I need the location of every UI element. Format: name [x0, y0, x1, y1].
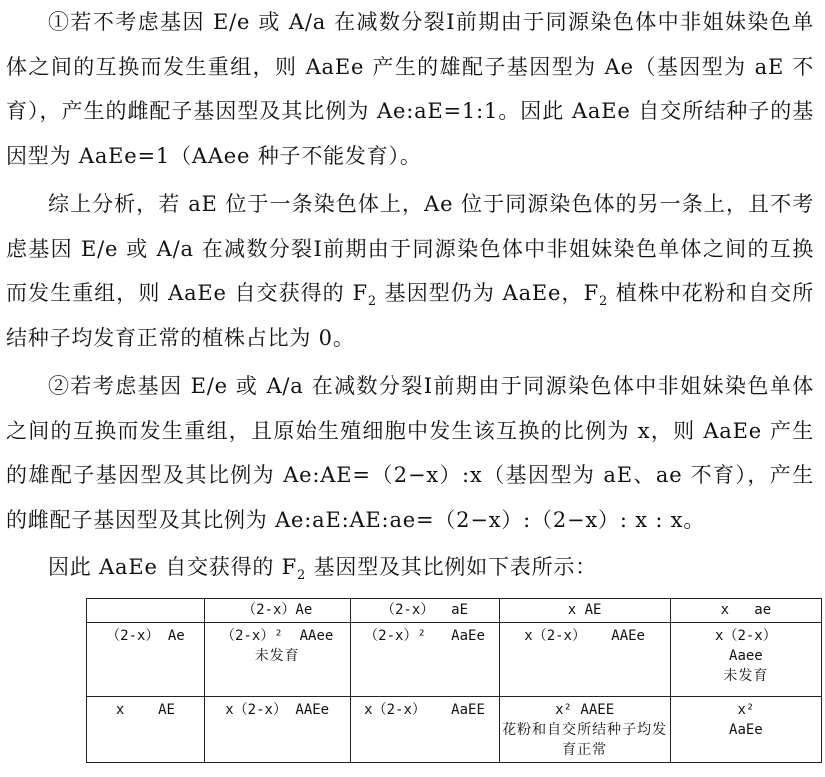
table-cell: x（2-x） AaEE — [350, 697, 499, 763]
table-row — [87, 623, 822, 697]
table-cell: x（2-x） AAEe — [499, 623, 670, 697]
table-row-head: （2-x） Ae — [87, 623, 205, 697]
paragraph-summary-text-b: 基因型仍为 AaEe，F — [376, 281, 599, 306]
table-row-head: x AE — [87, 697, 205, 763]
f2-subscript: 2 — [598, 294, 609, 310]
paragraph-table-intro — [6, 545, 814, 590]
genotype-table — [86, 598, 822, 763]
table-cell: x² AaEe — [670, 697, 821, 763]
paragraph-case-2: ②若考虑基因 E/e 或 A/a 在减数分裂Ⅰ前期由于同源染色体中非姐妹染色单体之间的互换而发生重组，且原始生殖细胞中发生该互换的比例为 x，则 AaEe 产生的雄配子基因型及其比例为 Ae:AE=（2−x）:x（基因型为 aE、ae 不育），产生的雌配子基因型及其比例为 Ae:aE:AE:ae=（2−x）:（2−x）: x : x。 — [6, 374, 814, 533]
paragraph-case-1: ①若不考虑基因 E/e 或 A/a 在减数分裂Ⅰ前期由于同源染色体中非姐妹染色单体之间的互换而发生重组，则 AaEe 产生的雄配子基因型为 Ae（基因型为 aE 不育），产生的雌配子基因型及其比例为 Ae:aE=1:1。因此 AaEe 自交所结种子的基因型为 AaEe=1（AAee 种子不能发育）。 — [6, 10, 814, 169]
table-cell: x² AAEE 花粉和自交所结种子均发育正常 — [499, 697, 670, 763]
table-cell: （2-x）² AAee 未发育 — [204, 623, 350, 697]
table-cell: x（2-x） Aaee 未发育 — [670, 623, 821, 697]
paragraph-summary-text-c: 植株中花粉和自交所结种子均发育正常的植株占比为 0。 — [6, 281, 814, 351]
f2-subscript: 2 — [367, 294, 377, 310]
table-header-cell: （2-x）Ae — [204, 599, 350, 623]
table-row — [87, 697, 822, 763]
table-cell: （2-x）² AaEe — [350, 623, 499, 697]
table-header-cell: x ae — [670, 599, 821, 623]
paragraph-summary-text-a: 综上分析，若 aE 位于一条染色体上，Ae 位于同源染色体的另一条上，且不考虑基因 E/e 或 A/a 在减数分裂Ⅰ前期由于同源染色体中非姐妹染色单体之间的互换而发生重组，则 AaEe 自交获得的 F — [6, 192, 814, 306]
paragraph-intro-text-a: 因此 AaEe 自交获得的 F — [48, 555, 298, 579]
f2-subscript: 2 — [297, 568, 307, 584]
table-cell: x（2-x） AAEe — [204, 697, 350, 763]
paragraph-intro-text-b: 基因型及其比例如下表所示： — [306, 555, 597, 579]
table-header-row — [87, 599, 822, 623]
table-header-cell: x AE — [499, 599, 670, 623]
table-header-cell: （2-x） aE — [350, 599, 499, 623]
table-corner-cell — [87, 599, 205, 623]
paragraph-summary — [6, 182, 814, 361]
